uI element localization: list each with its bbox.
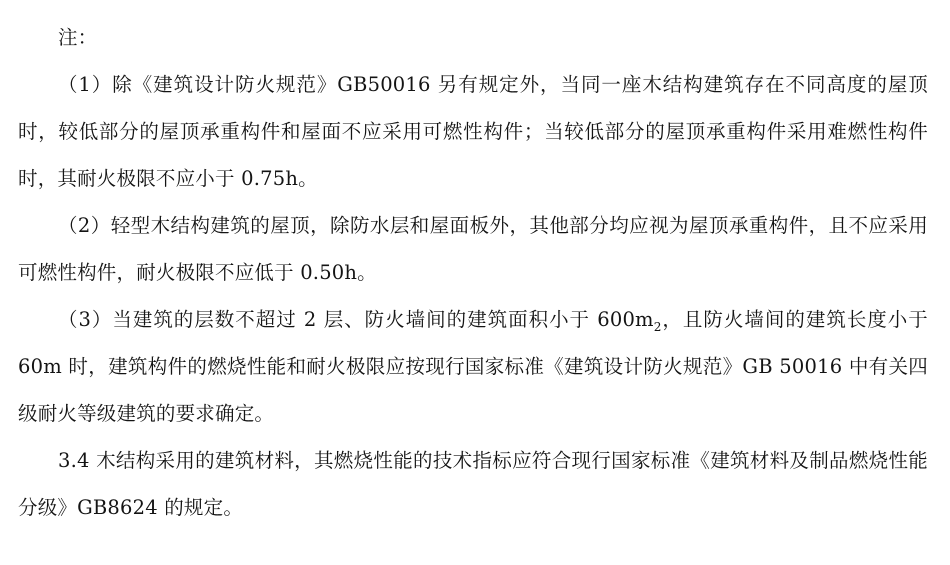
paragraph-item-4: 3.4 木结构采用的建筑材料，其燃烧性能的技术指标应符合现行国家标准《建筑材料及制品燃烧性能分级》GB8624 的规定。: [18, 449, 928, 519]
paragraph-item-1: （1）除《建筑设计防火规范》GB50016 另有规定外，当同一座木结构建筑存在不同高度的屋顶时，较低部分的屋顶承重构件和屋面不应采用可燃性构件；当较低部分的屋顶承重构件采用难燃性构件时，其耐火极限不应小于 0.75h。: [18, 73, 928, 190]
paragraph-item-2: （2）轻型木结构建筑的屋顶，除防水层和屋面板外，其他部分均应视为屋顶承重构件，且不应采用可燃性构件，耐火极限不应低于 0.50h。: [18, 214, 928, 284]
paragraph-item-3: [18, 296, 928, 437]
document-body: [18, 14, 928, 531]
paragraph-item-3-superscript: 2: [653, 319, 662, 334]
paragraph-item-3-text-a: （3）当建筑的层数不超过 2 层、防火墙间的建筑面积小于 600m: [57, 308, 654, 331]
paragraph-item-3-text-b: ，且防火墙间的建筑长度小于 60m 时，建筑构件的燃烧性能和耐火极限应按现行国家标准《建筑设计防火规范》GB 50016 中有关四级耐火等级建筑的要求确定。: [18, 308, 928, 425]
note-label: 注：: [57, 26, 98, 49]
